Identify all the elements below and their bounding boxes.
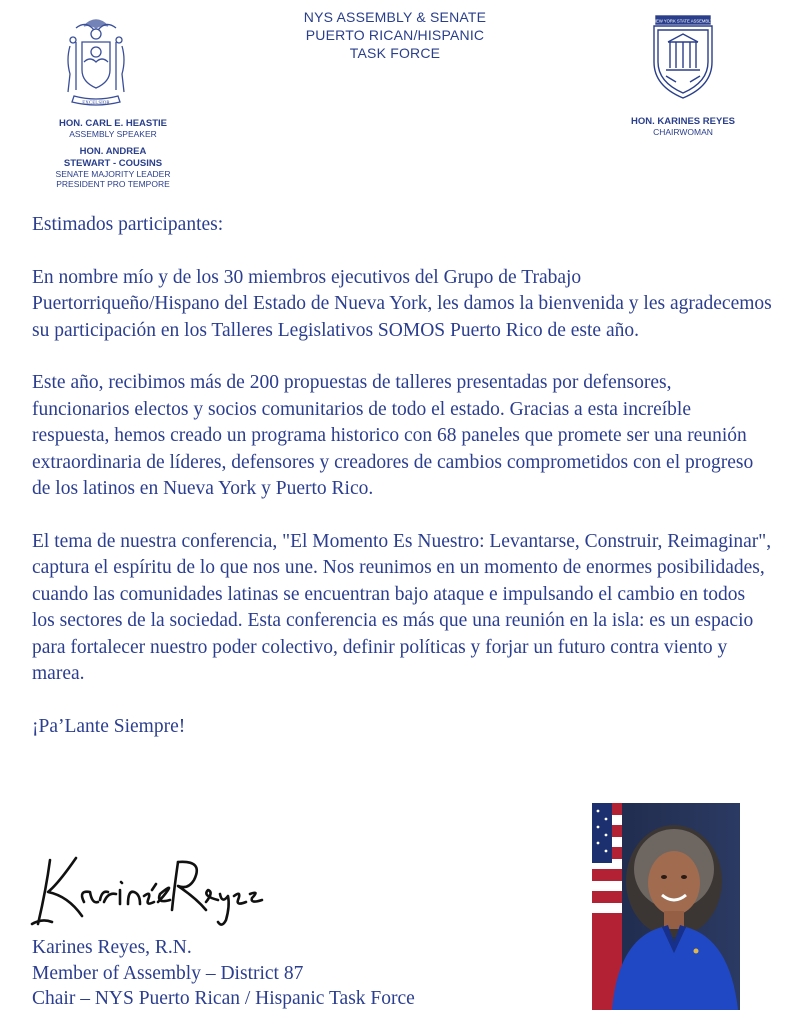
official-role-majority-leader: SENATE MAJORITY LEADER xyxy=(55,169,171,179)
paragraph-2: Este año, recibimos más de 200 propuestas de talleres presentadas por defensores, funcionarios electos y socios comunitarios de todo el estado. Gracias a esta increíble respuesta, hemos creado un programa historico con 68 paneles que promete ser una reunión extraordinaria de líderes, defensores y creadores de cambios comprometidos con el progreso de los latinos en Nueva York y Puerto Rico. xyxy=(32,372,754,499)
portrait-photo xyxy=(592,803,740,1010)
title-line-2: PUERTO RICAN/HISPANIC xyxy=(305,27,485,43)
right-official xyxy=(608,115,758,137)
official-name-heastie: HON. CARL E. HEASTIE xyxy=(58,118,168,129)
greeting: Estimados participantes: xyxy=(32,214,224,235)
signer-district: Member of Assembly – District 87 xyxy=(32,962,304,984)
signoff-block xyxy=(32,935,552,1012)
official-role-chairwoman: CHAIRWOMAN xyxy=(653,127,713,137)
official-name-stewart-line1: HON. ANDREA xyxy=(79,146,147,157)
nys-seal-icon xyxy=(46,12,146,112)
official-role-speaker: ASSEMBLY SPEAKER xyxy=(69,129,157,139)
official-role-president-pro-tempore: PRESIDENT PRO TEMPORE xyxy=(56,179,170,189)
left-officials xyxy=(18,117,208,189)
handwritten-signature xyxy=(28,850,268,930)
organization-title xyxy=(245,8,545,62)
assembly-seal-text: NEW YORK STATE ASSEMBLY xyxy=(653,18,713,24)
title-line-1: NYS ASSEMBLY & SENATE xyxy=(303,9,487,25)
seal-motto: EXCELSIOR xyxy=(82,101,110,106)
official-name-stewart-line2: STEWART - COUSINS xyxy=(63,158,163,169)
title-line-3: TASK FORCE xyxy=(349,45,441,61)
official-name-reyes: HON. KARINES REYES xyxy=(631,116,735,127)
nys-assembly-seal-icon xyxy=(648,12,718,104)
paragraph-3: El tema de nuestra conferencia, "El Momento Es Nuestro: Levantarse, Construir, Reimaginar", captura el espíritu de lo que nos une. Nos reunimos en un momento de enormes posibilidades, cuando las comunidades latinas se encuentran bajo ataque e impulsando el cambio en todos los sectores de la sociedad. Esta conferencia es más que una reunión en la isla: es un espacio para fortalecer nuestro poder colectivo, definir políticas y forjar un futuro contra viento y marea. xyxy=(32,530,772,684)
signer-chair: Chair – NYS Puerto Rican / Hispanic Task Force xyxy=(32,988,415,1009)
signer-name: Karines Reyes, R.N. xyxy=(32,937,192,958)
closing: ¡Pa’Lante Siempre! xyxy=(32,715,186,737)
letter-body xyxy=(32,212,772,740)
paragraph-1: En nombre mío y de los 30 miembros ejecutivos del Grupo de Trabajo Puertorriqueño/Hispano del Estado de Nueva York, les damos la bienvenida y les agradecemos su participación en los Talleres Legislativos SOMOS Puerto Rico de este año. xyxy=(32,266,772,341)
